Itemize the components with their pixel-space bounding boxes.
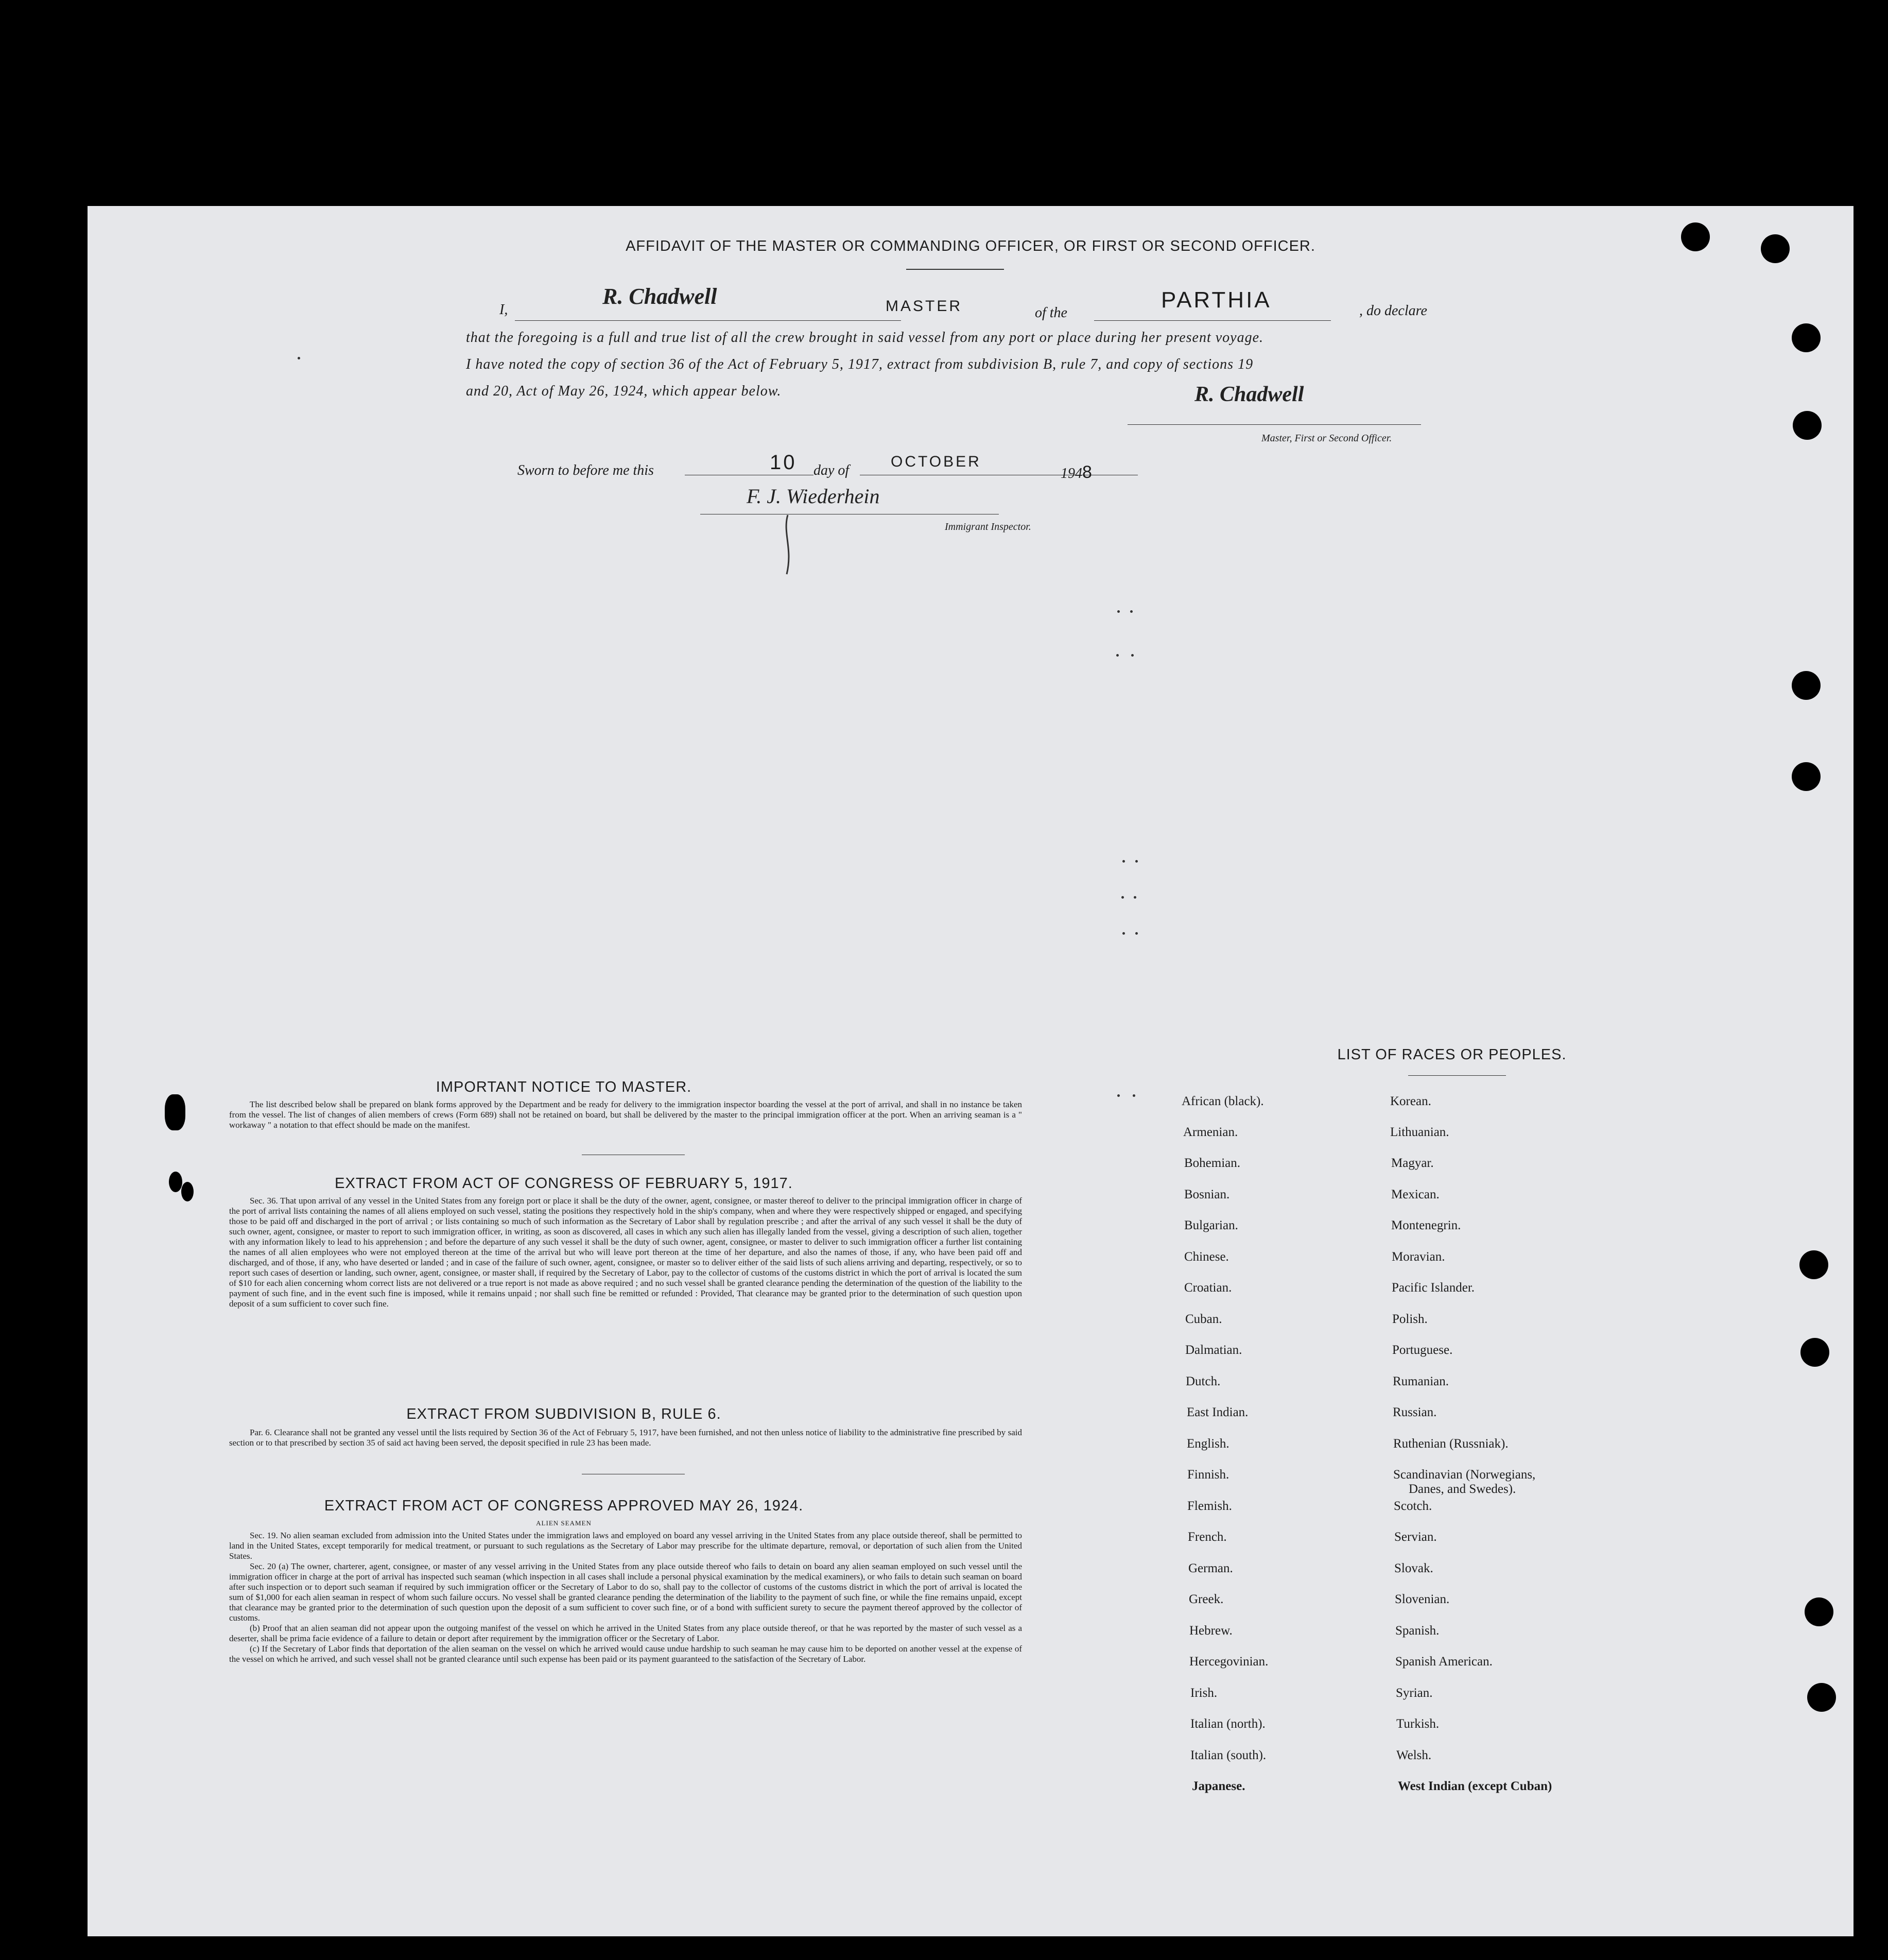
binder-hole	[1792, 762, 1821, 791]
race-item: Spanish American.	[1395, 1655, 1493, 1669]
inspector-signature: F. J. Wiederhein	[747, 485, 880, 508]
extract3-paragraph: (b) Proof that an alien seaman did not appear upon the outgoing manifest of the vessel on which he arrived in the United States from any place outside thereof, or that he was reported by the master of such vessel as a deserter, shall be prima facie evidence of a failure to detain or deport after requirement by the immigration officer or the Secretary of Labor.	[229, 1623, 1022, 1643]
affidavit-i: I,	[499, 302, 508, 318]
name-line	[515, 320, 901, 321]
binder-hole	[1792, 323, 1821, 352]
race-item: Servian.	[1394, 1530, 1437, 1544]
extract1-body	[229, 1196, 1022, 1309]
binder-hole	[1805, 1597, 1833, 1626]
race-item: Japanese.	[1192, 1779, 1245, 1793]
speck	[1131, 654, 1134, 657]
race-item: Russian.	[1393, 1405, 1437, 1419]
sworn-day-field: 10	[770, 451, 797, 474]
race-item: Slovak.	[1394, 1561, 1433, 1575]
speck	[1134, 896, 1136, 899]
race-item: Scandinavian (Norwegians,	[1393, 1468, 1536, 1482]
master-signature-line	[1128, 424, 1421, 425]
ink-blot	[165, 1094, 185, 1130]
race-item: French.	[1188, 1530, 1227, 1544]
extract3-body	[229, 1531, 1022, 1664]
notice-body	[229, 1099, 1022, 1130]
race-item: Syrian.	[1396, 1686, 1433, 1700]
race-item: Scotch.	[1394, 1499, 1432, 1513]
race-item: German.	[1188, 1561, 1233, 1575]
speck	[1122, 860, 1125, 863]
race-item: Spanish.	[1395, 1624, 1440, 1638]
extract3-title: EXTRACT FROM ACT OF CONGRESS APPROVED MAY 26, 1924.	[324, 1498, 804, 1514]
race-item: African (black).	[1182, 1094, 1264, 1108]
extract2-body	[229, 1428, 1022, 1448]
race-item: Bohemian.	[1184, 1156, 1241, 1170]
binder-hole	[1807, 1683, 1836, 1712]
race-item: Pacific Islander.	[1392, 1281, 1475, 1295]
speck	[1117, 1094, 1120, 1097]
affidavit-line3: I have noted the copy of section 36 of the Act of February 5, 1917, extract from subdivision B, rule 7, and copy of sections 19	[466, 356, 1254, 372]
affidavit-line4: and 20, Act of May 26, 1924, which appear below.	[466, 383, 782, 399]
race-item: Rumanian.	[1393, 1374, 1449, 1388]
ink-blot	[169, 1172, 182, 1192]
speck	[1122, 932, 1125, 935]
race-item: Moravian.	[1392, 1250, 1445, 1264]
binder-hole	[1793, 411, 1822, 440]
race-item: Chinese.	[1184, 1250, 1229, 1264]
race-item: Polish.	[1392, 1312, 1428, 1326]
notice-title: IMPORTANT NOTICE TO MASTER.	[436, 1079, 692, 1095]
extract1-title: EXTRACT FROM ACT OF CONGRESS OF FEBRUARY 5, 1917.	[335, 1175, 793, 1192]
of-the-label: of the	[1035, 305, 1067, 321]
extract3-paragraph: (c) If the Secretary of Labor finds that deportation of the alien seaman on the vessel on which he arrived would cause undue hardship to such seaman he may cause him to be deported on another vessel at the expense of the vessel on which he arrived, and such vessel shall not be granted clearance until such expense has been paid or its payment guaranteed to the satisfaction of the Secretary of Labor.	[229, 1644, 1022, 1664]
race-item: Hercegovinian.	[1189, 1655, 1269, 1669]
vessel-line	[1094, 320, 1331, 321]
vessel-name-field: PARTHIA	[1161, 287, 1272, 313]
race-item: Armenian.	[1183, 1125, 1238, 1139]
speck	[1117, 610, 1120, 613]
race-item: Cuban.	[1185, 1312, 1222, 1326]
race-item: Dalmatian.	[1185, 1343, 1242, 1357]
race-item: Slovenian.	[1395, 1592, 1450, 1606]
speck	[1130, 610, 1133, 613]
race-item: Italian (north).	[1190, 1717, 1266, 1731]
master-caption: Master, First or Second Officer.	[1261, 433, 1392, 444]
speck	[1135, 932, 1138, 935]
race-item: Finnish.	[1187, 1468, 1229, 1482]
divider	[1408, 1075, 1506, 1076]
extract3-paragraph: Sec. 19. No alien seaman excluded from admission into the United States under the immigration laws and employed on board any vessel arriving in the United States from any place outside thereof, shall be permitted to land in the United States, except temporarily for medical treatment, or pursuant to such regulations as the Secretary of Labor may prescribe for the ultimate departure, removal, or deportation of such alien from the United States.	[229, 1531, 1022, 1561]
ink-blot	[181, 1182, 194, 1201]
race-item: Bosnian.	[1184, 1188, 1230, 1201]
race-item: Turkish.	[1396, 1717, 1440, 1731]
race-item: English.	[1187, 1437, 1229, 1451]
rank-field: MASTER	[886, 298, 963, 315]
sworn-label: Sworn to before me this	[517, 462, 654, 478]
binder-hole	[1792, 671, 1821, 700]
race-item: Lithuanian.	[1390, 1125, 1449, 1139]
race-item: Portuguese.	[1392, 1343, 1453, 1357]
race-item: West Indian (except Cuban)	[1398, 1779, 1552, 1793]
race-item: Flemish.	[1187, 1499, 1232, 1513]
race-item: East Indian.	[1187, 1405, 1249, 1419]
extract2-paragraph: Par. 6. Clearance shall not be granted any vessel until the lists required by Section 36 of the Act of February 5, 1917, have been furnished, and not then unless notice of liability to the administrative fine prescribed by said section or to that prescribed by section 35 of said act having been served, the deposit specified in rule 23 has been made.	[229, 1428, 1022, 1448]
sworn-year	[1061, 462, 1092, 483]
signature-flourish	[777, 512, 808, 579]
binder-hole	[1761, 234, 1790, 263]
inspector-caption: Immigrant Inspector.	[945, 521, 1031, 532]
extract1-paragraph: Sec. 36. That upon arrival of any vessel in the United States from any foreign port or place it shall be the duty of the owner, agent, consignee, or master thereof to deliver to the principal immigration officer in charge of the port of arrival lists containing the names of all aliens employed on such vessel, stating the positions they respectively hold in the ship's company, when and where they were respectively shipped or engaged, and specifying those to be paid off and discharged in the port of arrival ; or lists containing so much of such information as the Secretary of Labor shall by regulation prescribe ; and after the arrival of any such vessel it shall be the duty of such owner, agent, consignee, or master to report to such immigration officer, in writing, as soon as discovered, all cases in which any such alien has illegally landed from the vessel, giving a description of such alien, together with any information likely to lead to his apprehension ; and before the departure of any such vessel it shall be the duty of such owner, agent, consignee, or master to deliver to such immigration officer a further list containing the names of all alien employees who were not employed thereon at the time of the arrival but who will leave port thereon at the time of her departure, and also the names of those, if any, who have been paid off and discharged, and of those, if any, who have deserted or landed ; and in case of the failure of such owner, agent, consignee, or master so to deliver either of the said lists of such aliens arriving and departing, respectively, or so to report such cases of desertion or landing, such owner, agent, consignee, or master shall, if required by the Secretary of Labor, pay to the collector of customs of the customs district in which the port of arrival is located the sum of $10 for each alien concerning whom correct lists are not delivered or a true report is not made as above required ; and no such vessel shall be granted clearance pending the determination of the question of the liability to the payment of such fine, and in the event such fine is imposed, while it remains unpaid ; nor shall such fine be remitted or refunded : Provided, That clearance may be granted prior to the determination of such question upon deposit of a sum sufficient to cover such fine.	[229, 1196, 1022, 1309]
sworn-month-field: OCTOBER	[891, 453, 981, 470]
extract2-title: EXTRACT FROM SUBDIVISION B, RULE 6.	[406, 1406, 721, 1422]
binder-hole	[1681, 222, 1710, 251]
binder-hole	[1800, 1338, 1829, 1367]
race-item: Bulgarian.	[1184, 1218, 1238, 1232]
master-signature: R. Chadwell	[1194, 383, 1304, 406]
race-item: Welsh.	[1396, 1748, 1432, 1762]
race-item: Ruthenian (Russniak).	[1393, 1437, 1509, 1451]
race-item: Montenegrin.	[1391, 1218, 1461, 1232]
races-title: LIST OF RACES OR PEOPLES.	[1337, 1046, 1567, 1063]
speck	[1116, 654, 1119, 657]
manifest-page	[88, 206, 1854, 1936]
race-item: Hebrew.	[1189, 1624, 1233, 1638]
speck	[1133, 1094, 1135, 1097]
race-item: Croatian.	[1184, 1281, 1232, 1295]
binder-hole	[1799, 1250, 1828, 1279]
race-item: Greek.	[1189, 1592, 1224, 1606]
master-name-signature: R. Chadwell	[602, 284, 717, 309]
extract3-paragraph: Sec. 20 (a) The owner, charterer, agent, consignee, or master of any vessel arriving in the United States from any place outside thereof who fails to detain on board any alien seaman employed on such vessel until the immigration officer in charge at the port of arrival has inspected such seaman (which inspection in all cases shall include a personal physical examination by the medical examiners), or who fails to detain such seaman on board after such inspection or to deport such seaman if required by such immigration officer or the Secretary of Labor to do so, shall pay to the collector of customs of the customs district in which the port of arrival is located the sum of $1,000 for each alien seaman in respect of whom such failure occurs. No vessel shall be granted clearance pending the determination of the liability to the payment of such fine, or while the fine remains unpaid, except that clearance may be granted prior to the determination of such question upon the deposit of a sum sufficient to cover such fine, or of a bond with sufficient surety to secure the payment thereof approved by the collector of customs.	[229, 1561, 1022, 1623]
extract3-subtitle: ALIEN SEAMEN	[536, 1519, 592, 1527]
race-item: Magyar.	[1391, 1156, 1434, 1170]
year-digit: 8	[1082, 462, 1092, 482]
day-of-label: day of	[813, 462, 850, 478]
do-declare-label: , do declare	[1359, 303, 1427, 319]
notice-paragraph: The list described below shall be prepared on blank forms approved by the Department and be ready for delivery to the immigration inspector boarding the vessel at the port of arrival, and shall in no instance be taken from the vessel. The list of changes of alien members of crews (Form 689) shall not be retained on board, but shall be delivered by the master to the principal immigration officer at the port. When an arriving seaman is a " workaway " a notation to that effect should be made on the manifest.	[229, 1099, 1022, 1130]
year-prefix: 194	[1061, 466, 1082, 482]
race-item: Irish.	[1190, 1686, 1218, 1700]
speck	[298, 357, 300, 359]
race-item: Italian (south).	[1190, 1748, 1267, 1762]
speck	[1135, 860, 1138, 863]
race-item: Korean.	[1390, 1094, 1431, 1108]
race-item: Dutch.	[1186, 1374, 1221, 1388]
race-item-continued: Danes, and Swedes).	[1409, 1482, 1516, 1496]
speck	[1121, 896, 1124, 899]
divider	[906, 269, 1004, 270]
affidavit-title: AFFIDAVIT OF THE MASTER OR COMMANDING OFFICER, OR FIRST OR SECOND OFFICER.	[626, 238, 1315, 254]
race-item: Mexican.	[1391, 1188, 1440, 1201]
affidavit-line2: that the foregoing is a full and true list of all the crew brought in said vessel from any port or place during her present voyage.	[466, 330, 1264, 346]
